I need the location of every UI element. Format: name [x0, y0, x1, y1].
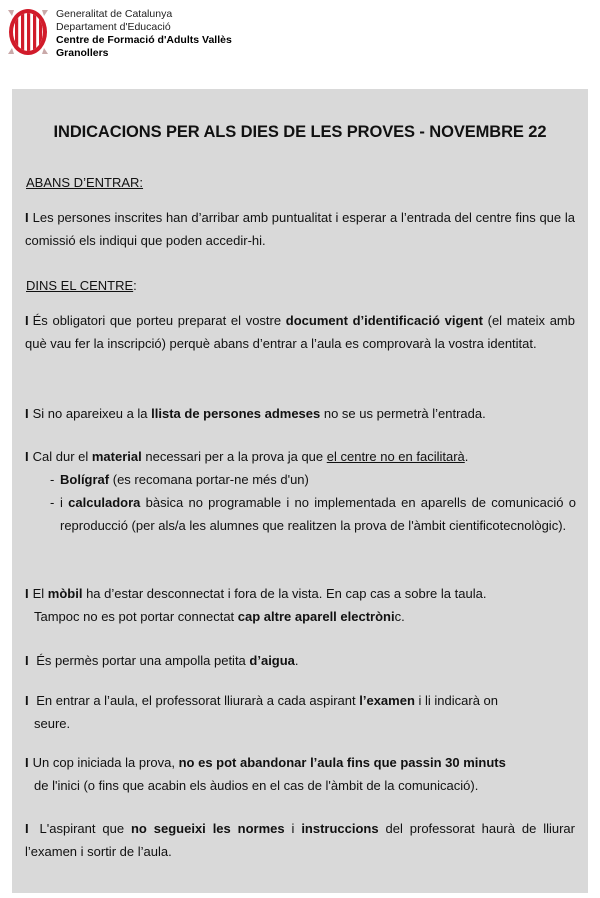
- paragraph-rules: I L'aspirant que no segueixi les normes i instruccions del professorat haurà de lliurar l’examen i sortir de l’aula.: [25, 821, 575, 859]
- section-heading-inside: DINS EL CENTRE:: [26, 278, 137, 293]
- paragraph-punctuality: I Les persones inscrites han d’arribar amb puntualitat i esperar a l’entrada del centre fins que la comissió els indiqui que poden accedir-hi.: [25, 210, 575, 248]
- org-line-department: Departament d'Educació: [56, 21, 171, 33]
- paragraph-exam-delivery: I En entrar a l’aula, el professorat lliurarà a cada aspirant l’examen i li indicarà on seure.: [25, 693, 499, 731]
- dash-marker: -: [50, 495, 55, 510]
- paragraph-admitted-list: I Si no apareixeu a la llista de persones admeses no se us permetrà l’entrada.: [25, 406, 486, 421]
- org-line-generalitat: Generalitat de Catalunya: [56, 8, 173, 20]
- paragraph-water: I És permès portar una ampolla petita d’aigua.: [25, 653, 299, 668]
- instructions-panel: [12, 89, 588, 893]
- bullet-icon: I: [25, 586, 29, 601]
- bullet-icon: I: [25, 693, 29, 708]
- dash-marker: -: [50, 472, 55, 487]
- bullet-icon: I: [25, 313, 29, 328]
- section-heading-before-entering: ABANS D’ENTRAR:: [26, 175, 144, 190]
- header: [6, 6, 232, 62]
- bullet-icon: I: [25, 821, 29, 836]
- bullet-icon: I: [25, 653, 29, 668]
- paragraph-mobile: I El mòbil ha d’estar desconnectat i fora de la vista. En cap cas a sobre la taula. Tampoc no es pot portar connectat cap altre aparell electrònic.: [25, 586, 487, 624]
- list-item-calculator: - i calculadora bàsica no programable i no implementada en aparells de comunicació o reproducció (per als/a les alumnes que realitzen la prova de l'àmbit cientificotecnològic).: [60, 492, 576, 537]
- page-title: INDICACIONS PER ALS DIES DE LES PROVES - NOVEMBRE 22: [53, 123, 547, 141]
- list-item-pen: - Bolígraf (es recomana portar-ne més d'un): [60, 469, 576, 492]
- bullet-icon: I: [25, 449, 29, 464]
- bullet-icon: I: [25, 406, 29, 421]
- generalitat-logo-icon: [6, 6, 50, 58]
- paragraph-leave-time: I Un cop iniciada la prova, no es pot abandonar l’aula fins que passin 30 minuts de l'inici (o fins que acabin els àudios en el cas de l'àmbit de la comunicació).: [25, 755, 506, 793]
- bullet-icon: I: [25, 755, 29, 770]
- org-line-city: Granollers: [56, 47, 109, 59]
- paragraph-material: I Cal dur el material necessari per a la prova ja que el centre no en facilitarà.: [25, 449, 469, 464]
- bullet-icon: I: [25, 210, 29, 225]
- org-line-centre: Centre de Formació d'Adults Vallès: [56, 34, 232, 46]
- organization-name: [56, 6, 232, 60]
- paragraph-id-document: I És obligatori que porteu preparat el vostre document d’identificació vigent (el mateix amb què vau fer la inscripció) perquè abans d’entrar a l’aula es comprovarà la vostra identitat.: [25, 313, 575, 351]
